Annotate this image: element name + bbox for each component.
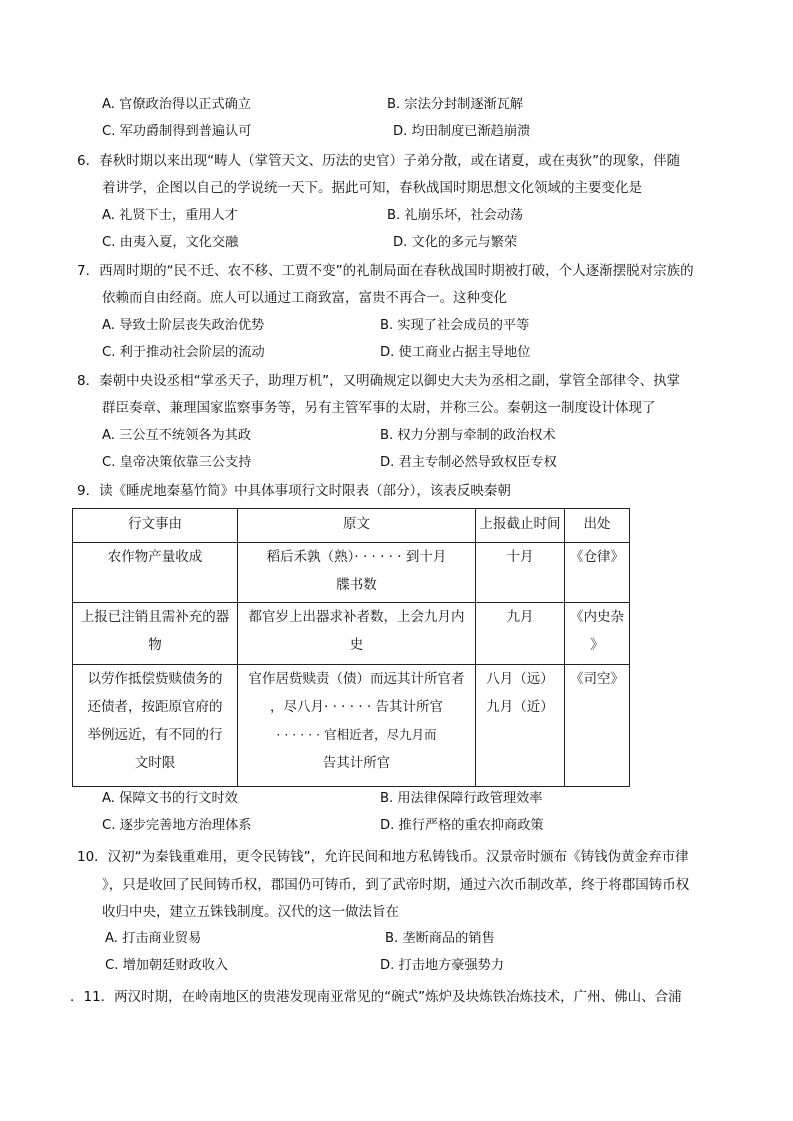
q6-option-b: B. 礼崩乐坏，社会动荡 (387, 208, 524, 223)
q8-option-b: B. 权力分割与牵制的政治权术 (380, 428, 556, 443)
q7-option-b: B. 实现了社会成员的平等 (380, 318, 530, 333)
q10-option-d: D. 打击地方豪强势力 (380, 958, 505, 973)
q8-stem-line2: 群臣奏章、兼理国家监察事务等，另有主管军事的太尉，并称三公。秦朝这一制度设计体现了 (102, 400, 656, 416)
table-header: 行文事由 (73, 509, 238, 543)
q5-option-a: A. 官僚政治得以正式确立 (102, 97, 252, 112)
q7-stem-line1: 7．西周时期的“民不迁、农不移、工贾不变”的礼制局面在春秋战国时期被打破，个人逐渐摆脱对宗族的 (77, 263, 694, 279)
q10-stem-line2: 》，只是收回了民间铸币权，郡国仍可铸币，到了武帝时期，通过六次币制改革，终于将郡国铸币权 (102, 877, 690, 893)
q8-stem-line1: 8．秦朝中央设丞相“掌丞天子，助理万机”，又明确规定以御史大夫为丞相之副，掌管全部律令、执掌 (77, 373, 681, 389)
q10-stem-line1: 10．汉初“为秦钱重难用，更令民铸钱”，允许民间和地方私铸钱币。汉景帝时颁布《铸钱伪黄金弃市律 (77, 849, 689, 865)
table-cell-deadline: 八月（远） 九月（近） (476, 665, 565, 787)
q7-option-d: D. 使工商业占据主导地位 (380, 345, 531, 360)
q10-option-a: A. 打击商业贸易 (105, 931, 202, 946)
q7-option-c: C. 利于推动社会阶层的流动 (102, 345, 265, 360)
table-header: 原文 (238, 509, 476, 543)
q10-stem-line3: 收归中央，建立五铢钱制度。汉代的这一做法旨在 (102, 904, 399, 920)
table-header-row (73, 509, 630, 543)
q6-option-c: C. 由夷入夏，文化交融 (102, 235, 239, 250)
q10-option-c: C. 增加朝廷财政收入 (105, 958, 229, 973)
q8-option-a: A. 三公互不统领各为其政 (102, 428, 252, 443)
table-cell-text: 官作居赀赎责（债）而远其计所官者 ，尽八月· · · · · · 告其计所官 · · · · · · 官相近者，尽九月而 告其计所官 (238, 665, 476, 787)
table-cell-deadline: 十月 (476, 543, 565, 603)
q9-option-c: C. 逐步完善地方治理体系 (102, 818, 252, 833)
q6-option-a: A. 礼贤下士，重用人才 (102, 208, 238, 223)
q7-stem-line2: 依赖而自由经商。庶人可以通过工商致富，富贵不再合一。这种变化 (102, 290, 507, 306)
q9-option-d: D. 推行严格的重农抑商政策 (380, 818, 544, 833)
q10-option-b: B. 垄断商品的销售 (385, 931, 495, 946)
q5-option-d: D. 均田制度已渐趋崩溃 (393, 124, 531, 139)
q9-option-b: B. 用法律保障行政管理效率 (380, 791, 543, 806)
table-cell-text: 稻后禾孰（熟）· · · · · · 到十月 牒书数 (238, 543, 476, 603)
q8-option-d: D. 君主专制必然导致权臣专权 (380, 455, 557, 470)
q7-option-a: A. 导致士阶层丧失政治优势 (102, 318, 265, 333)
table-header: 出处 (565, 509, 630, 543)
table-cell-reason: 以劳作抵偿赀赎债务的 还债者，按距原官府的 举例远近，有不同的行 文时限 (73, 665, 238, 787)
q5-option-c: C. 军功爵制得到普遍认可 (102, 124, 252, 139)
table-cell-source: 《内史杂 》 (565, 603, 630, 665)
table-row (73, 543, 630, 603)
q9-stem-line1: 9．读《睡虎地秦墓竹简》中具体事项行文时限表（部分），该表反映秦朝 (77, 483, 511, 499)
q6-stem-line2: 着讲学，企图以自己的学说统一天下。据此可知，春秋战国时期思想文化领域的主要变化是 (102, 180, 642, 196)
table-cell-source: 《仓律》 (565, 543, 630, 603)
table-cell-text: 都官岁上出器求补者数，上会九月内 史 (238, 603, 476, 665)
time-limit-table (72, 508, 630, 787)
q5-option-b: B. 宗法分封制逐渐瓦解 (387, 97, 524, 112)
table-cell-source: 《司空》 (565, 665, 630, 787)
q6-option-d: D. 文化的多元与繁荣 (393, 235, 518, 250)
table-row (73, 665, 630, 787)
q9-option-a: A. 保障文书的行文时效 (102, 791, 238, 806)
table-cell-reason: 农作物产量收成 (73, 543, 238, 603)
q8-option-c: C. 皇帝决策依靠三公支持 (102, 455, 252, 470)
q11-stem-line1: ．11．两汉时期，在岭南地区的贵港发现南亚常见的“碗式”炼炉及块炼铁冶炼技术，广州、佛山、合浦 (70, 989, 682, 1005)
q6-stem-line1: 6．春秋时期以来出现“畴人（掌管天文、历法的史官）子弟分散，或在诸夏，或在夷狄”的现象，伴随 (77, 153, 681, 169)
table-row (73, 603, 630, 665)
table-header: 上报截止时间 (476, 509, 565, 543)
table-cell-deadline: 九月 (476, 603, 565, 665)
table-cell-reason: 上报已注销且需补充的器 物 (73, 603, 238, 665)
